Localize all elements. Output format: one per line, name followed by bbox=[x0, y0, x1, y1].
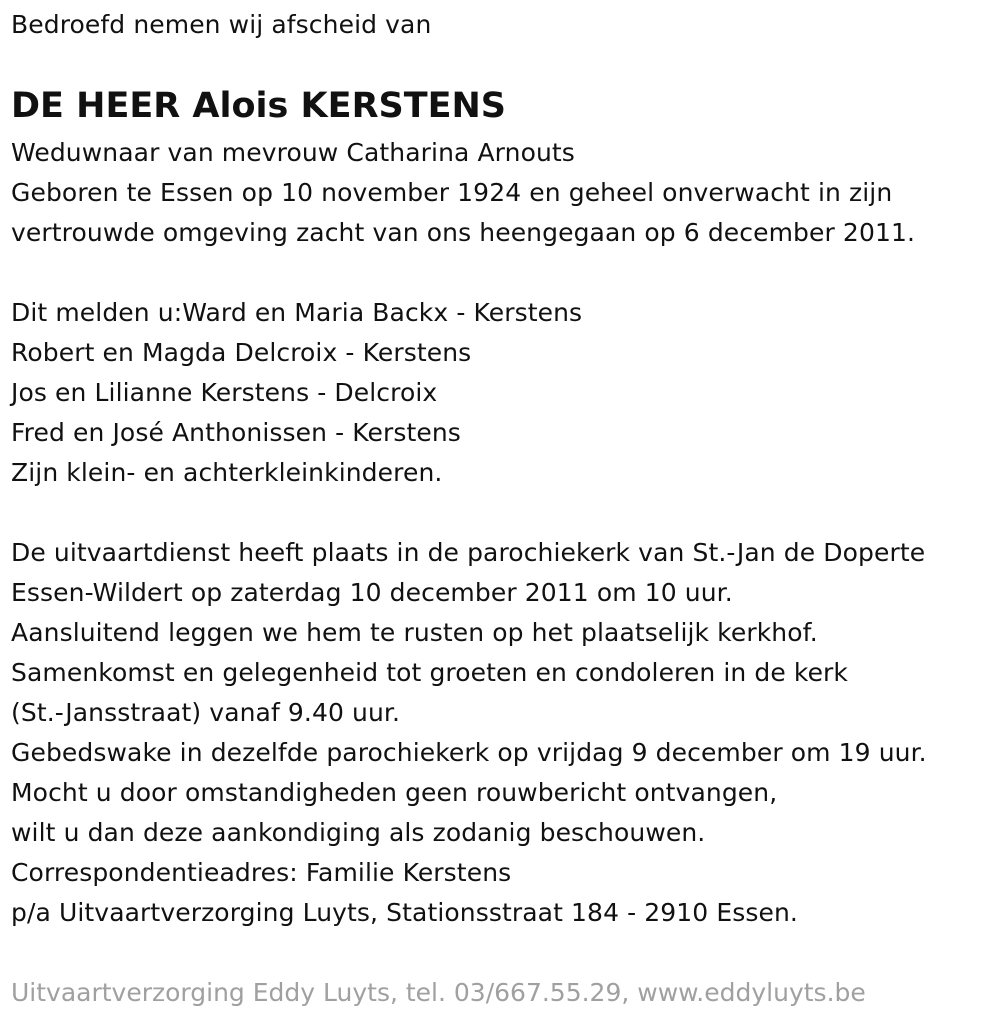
bio-line: Weduwnaar van mevrouw Catharina Arnouts bbox=[11, 138, 575, 167]
intro-text: Bedroefd nemen wij afscheid van bbox=[11, 10, 432, 39]
details-line: Essen-Wildert op zaterdag 10 december 2011 om 10 uur. bbox=[11, 578, 733, 607]
family-line: Jos en Lilianne Kerstens - Delcroix bbox=[11, 378, 438, 407]
details-line: De uitvaartdienst heeft plaats in de parochiekerk van St.-Jan de Doperte bbox=[11, 538, 926, 567]
family-line: Dit melden u:Ward en Maria Backx - Kerstens bbox=[11, 298, 583, 327]
details-line: (St.-Jansstraat) vanaf 9.40 uur. bbox=[11, 698, 401, 727]
family-line: Zijn klein- en achterkleinkinderen. bbox=[11, 458, 443, 487]
family-line: Fred en José Anthonissen - Kerstens bbox=[11, 418, 461, 447]
family-line: Robert en Magda Delcroix - Kerstens bbox=[11, 338, 472, 367]
details-line: Aansluitend leggen we hem te rusten op het plaatselijk kerkhof. bbox=[11, 618, 818, 647]
footer-credit: Uitvaartverzorging Eddy Luyts, tel. 03/667.55.29, www.eddyluyts.be bbox=[11, 978, 866, 1007]
bio-line: Geboren te Essen op 10 november 1924 en geheel onverwacht in zijn bbox=[11, 178, 893, 207]
details-line: p/a Uitvaartverzorging Luyts, Stationsstraat 184 - 2910 Essen. bbox=[11, 898, 798, 927]
details-line: Gebedswake in dezelfde parochiekerk op vrijdag 9 december om 19 uur. bbox=[11, 738, 927, 767]
deceased-name: DE HEER Alois KERSTENS bbox=[11, 86, 507, 126]
details-line: Mocht u door omstandigheden geen rouwbericht ontvangen, bbox=[11, 778, 778, 807]
details-line: Correspondentieadres: Familie Kerstens bbox=[11, 858, 512, 887]
details-line: wilt u dan deze aankondiging als zodanig beschouwen. bbox=[11, 818, 706, 847]
bio-line: vertrouwde omgeving zacht van ons heengegaan op 6 december 2011. bbox=[11, 218, 916, 247]
details-line: Samenkomst en gelegenheid tot groeten en condoleren in de kerk bbox=[11, 658, 849, 687]
